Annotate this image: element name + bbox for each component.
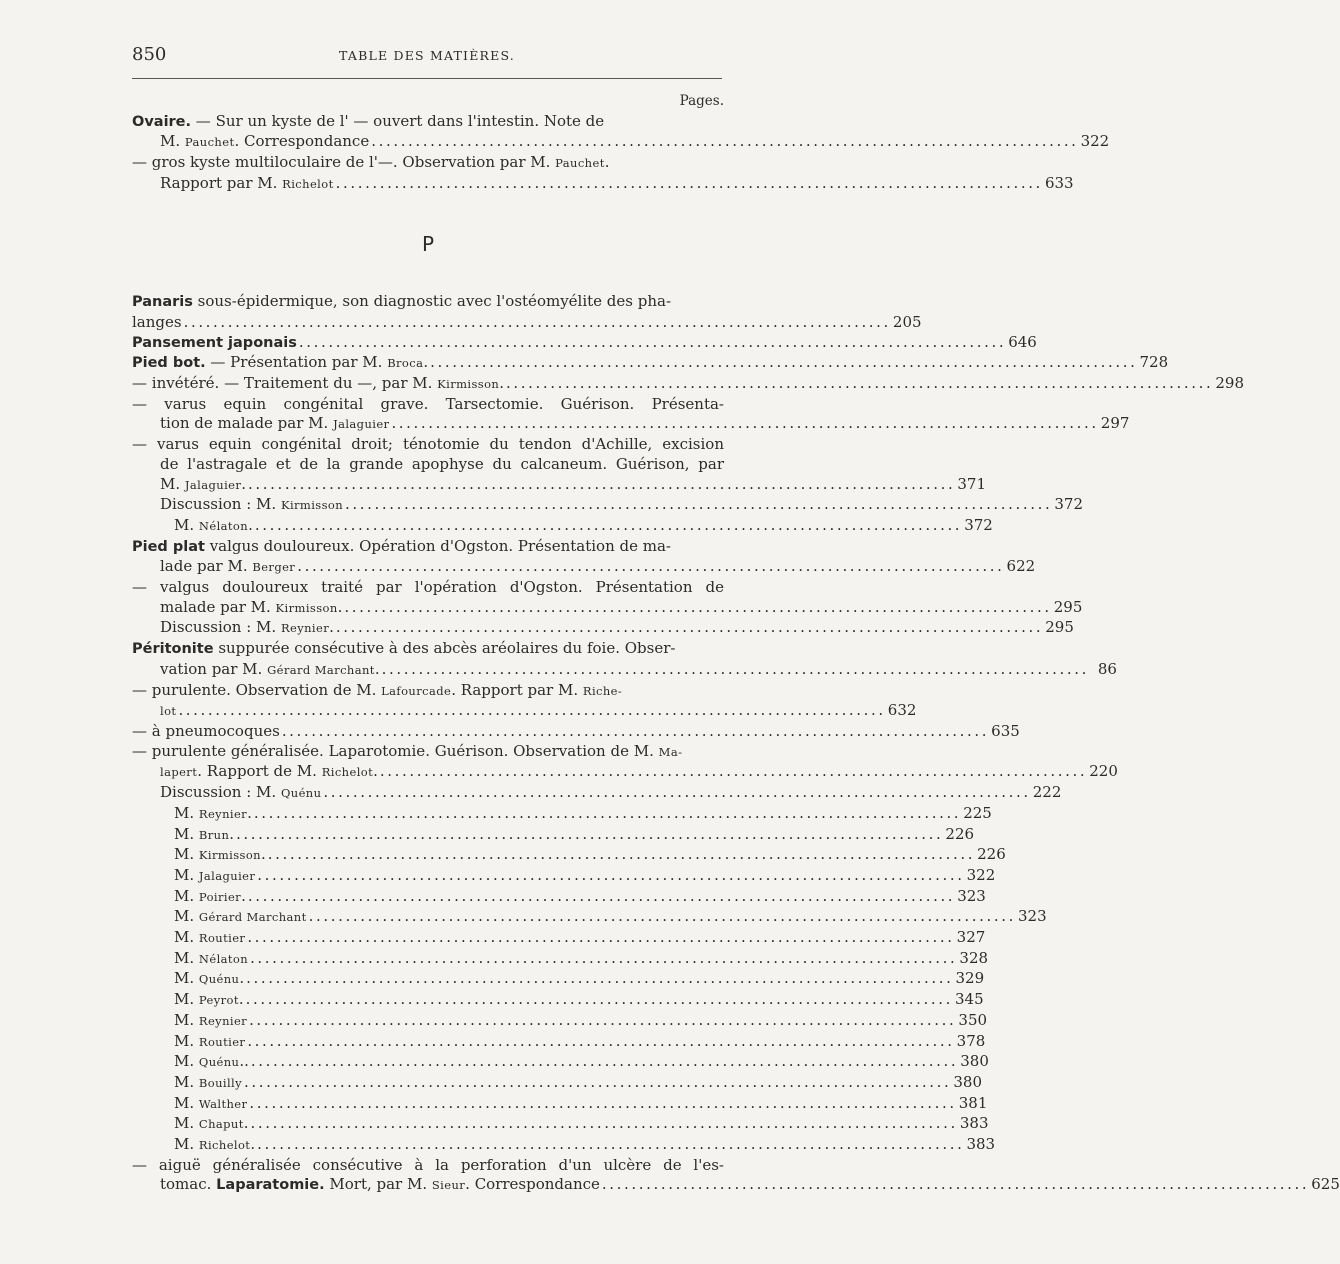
leader-dots: ................................................................................................ [344,597,1052,616]
header-rule [132,78,722,79]
entry-keyword: Ovaire. [132,113,192,130]
entry-keyword: Laparatomie. [216,1177,325,1194]
author-name: Quénu [280,786,322,801]
discussant-row: M. Walther ................................................................................................ 381 [174,1093,988,1112]
page-ref: 328 [959,948,989,967]
leader-dots: ................................................................................................ [249,1093,957,1112]
pages-column-label: Pages. [679,93,724,109]
page-ref: 372 [964,515,993,534]
leader-dots: ................................................................................................ [298,332,1007,351]
entry-line: malade par M. Kirmisson. ................................................................................................ 295 [160,597,1083,616]
page-ref: 220 [1089,762,1118,781]
author-name: Peyrot [198,993,239,1008]
discussant-row: M. Richelot. ................................................................................................ 383 [174,1135,996,1154]
author-name: Poirier [198,889,242,904]
page-ref: 322 [966,865,996,884]
discussant-row: M. Chaput. ................................................................................................ 383 [174,1114,989,1133]
author-name: Kirmisson [198,848,261,863]
discussant-row: M. Jalaguier ................................................................................................ 322 [174,865,996,884]
author-name: Jalaguier [198,868,256,883]
discussant-list [132,803,1047,1156]
page-ref: 226 [945,824,975,843]
page-ref: 345 [955,990,984,1009]
author-name: Richelot [321,765,374,780]
author-name: Jalaguier [333,417,390,432]
entry-pansement [132,332,1037,354]
leader-dots: ................................................................................................ [248,474,956,493]
discussant-row: M. Quénu.. ................................................................................................ 380 [174,1052,989,1071]
page-ref: 350 [958,1010,988,1029]
author-name: lapert [160,765,198,780]
entry-pied-plat: Pied plat valgus douloureux. Opération d'Ogston. Présentation de ma- [132,536,671,555]
author-name: Pauchet [555,156,605,171]
section-letter: P [421,231,435,256]
page-ref: 225 [963,803,992,822]
discussant-row: M. Kirmisson. ................................................................................................ 226 [174,845,1006,864]
page-ref: 383 [959,1114,989,1133]
discussion-line: Discussion : M. Quénu ................................................................................................ 222 [160,783,1062,802]
author-name: Walther [198,1096,248,1111]
author-name: Quénu [198,1055,240,1070]
discussant-row: M. Bouilly ................................................................................................ 380 [174,1072,983,1091]
discussant-row: M. Reynier ................................................................................................ 350 [174,1010,988,1029]
author-name: Routier [198,931,246,946]
entry-line: — à pneumocoques ................................................................................................ 635 [132,721,1020,740]
page-ref: 380 [960,1052,989,1071]
discussant-row: M. Quénu. ................................................................................................ 329 [174,969,985,988]
entry-line [132,701,917,722]
discussant-row: M. Brun. ................................................................................................ 226 [174,824,975,843]
leader-dots: ................................................................................................ [379,762,1088,781]
entry-keyword: Pied plat [132,538,205,555]
leader-dots: ................................................................................................ [246,969,954,988]
entry-ovaire [132,112,724,133]
leader-dots: ................................................................................................ [381,659,1089,678]
leader-dots: ................................................................................................ [254,515,963,534]
author-name: lot [160,704,177,719]
leader-dots: ................................................................................................ [430,353,1138,372]
entry-line: — gros kyste multiloculaire de l'—. Observation par M. Pauchet. [132,153,610,172]
page-ref: 622 [1006,557,1036,576]
entry-line: — purulente. Observation de M. Lafourcade. Rapport par M. Riche- [132,680,623,699]
author-name: Gérard Marchant [267,662,375,677]
page-ref: 222 [1032,783,1062,802]
entry-line: — varus equin congénital grave. Tarsectomie. Guérison. Présenta- [132,394,724,413]
entry-keyword: Pansement japonais [132,334,297,351]
leader-dots: ................................................................................................ [250,1114,958,1133]
page-ref: 86 [1097,659,1117,678]
author-name: Routier [198,1034,246,1049]
page-ref: 226 [977,845,1006,864]
leader-dots: ................................................................................................ [257,865,965,884]
page-ref: 632 [887,701,917,720]
page-ref: 329 [955,969,985,988]
entry-line: M. Pauchet. Correspondance ................................................................................................ 322 [160,132,1110,151]
author-name: Reynier [198,1013,248,1028]
page-ref: 323 [1017,907,1047,926]
author-name: Jalaguier [184,477,242,492]
leader-dots: ................................................................................................ [244,1072,952,1091]
page-ref: 728 [1139,353,1169,372]
leader-dots: ................................................................................................ [250,1052,959,1071]
entry-line: tion de malade par M. Jalaguier ................................................................................................ 297 [160,414,1130,433]
leader-dots: ................................................................................................ [245,990,953,1009]
entry-line: langes ................................................................................................ 205 [132,312,922,331]
leader-dots: ................................................................................................ [257,1135,965,1154]
leader-dots: ................................................................................................ [178,701,886,720]
running-title: TABLE DES MATIÈRES. [339,48,515,63]
leader-dots: ................................................................................................ [267,845,976,864]
entry-keyword: Panaris [132,294,193,311]
entry-line: M. Jalaguier. ................................................................................................ 371 [160,474,987,493]
entry-peritonite: Péritonite suppurée consécutive à des abcès aréolaires du foie. Obser- [132,639,676,658]
discussant-row: M. Gérard Marchant ................................................................................................ 323 [174,907,1047,926]
author-name: Chaput [198,1117,244,1132]
author-name: Sieur [431,1178,466,1193]
author-name: Bouilly [198,1075,243,1090]
discussion-line: Discussion : M. Reynier. ................................................................................................ 295 [160,618,1074,637]
page-ref: 383 [966,1135,996,1154]
discussant-row: M. Reynier. ................................................................................................ 225 [174,803,992,822]
discussion-line: M. Nélaton. ................................................................................................ 372 [174,515,993,534]
entry-keyword: Pied bot. [132,355,206,372]
page-ref: 372 [1054,495,1084,514]
discussant-row: M. Routier ................................................................................................ 378 [174,1031,986,1050]
leader-dots: ................................................................................................ [250,948,958,967]
page-ref: 295 [1045,618,1074,637]
entry-line: — purulente généralisée. Laparotomie. Guérison. Observation de M. Ma- [132,741,683,760]
entry-keyword: Péritonite [132,641,214,658]
author-name: Broca [387,356,424,371]
entry-line: lapert. Rapport de M. Richelot. ................................................................................................ 220 [160,762,1118,781]
page-ref: 646 [1008,332,1037,351]
discussant-row: M. Poirier. ................................................................................................ 323 [174,886,986,905]
leader-dots: ................................................................................................ [183,312,891,331]
leader-dots: ................................................................................................ [281,721,990,740]
author-name: Nélaton [198,951,249,966]
entry-panaris: Panaris sous-épidermique, son diagnostic avec l'ostéomyélite des pha- [132,292,672,311]
author-name: Kirmisson [275,600,338,615]
page-number: 850 [132,44,167,65]
entry-pied-bot: Pied bot. — Présentation par M. Broca. ................................................................................................ 728 [132,353,1169,372]
discussion-line: Discussion : M. Kirmisson ................................................................................................ 372 [160,495,1084,514]
entry-line: lade par M. Berger ................................................................................................ 622 [160,557,1036,576]
leader-dots: ................................................................................................ [335,173,1043,192]
leader-dots: ................................................................................................ [247,886,956,905]
page-ref: 327 [956,928,986,947]
page-ref: 205 [892,312,922,331]
leader-dots: ................................................................................................ [371,132,1079,151]
author-name: Riche- [582,683,623,698]
leader-dots: ................................................................................................ [323,783,1031,802]
leader-dots: ................................................................................................ [345,495,1053,514]
page-ref: 295 [1053,597,1083,616]
entry-line: Rapport par M. Richelot ................................................................................................ 633 [160,173,1074,192]
leader-dots: ................................................................................................ [247,1031,955,1050]
page-header [132,44,722,74]
author-name: Gérard Marchant [198,910,307,925]
author-name: Reynier [280,621,330,636]
entry-line: — invétéré. — Traitement du —, par M. Kirmisson. ................................................................................................ 298 [132,374,1245,393]
entry-line: de l'astragale et de la grande apophyse du calcaneum. Guérison, par [160,454,724,473]
author-name: Brun [198,827,230,842]
page-ref: 371 [957,474,987,493]
page-ref: 625 [1311,1175,1340,1194]
leader-dots: ................................................................................................ [297,557,1005,576]
author-name: Quénu [198,972,240,987]
page-ref: 298 [1215,374,1245,393]
page-ref: 633 [1044,173,1074,192]
discussant-row: M. Peyrot. ................................................................................................ 345 [174,990,984,1009]
leader-dots: ................................................................................................ [253,803,962,822]
author-name: Richelot [198,1138,251,1153]
entry-line: — valgus douloureux traité par l'opération d'Ogston. Présentation de [132,578,724,597]
entry-line: vation par M. Gérard Marchant. ................................................................................................ 86 [160,659,1117,678]
leader-dots: ................................................................................................ [391,414,1099,433]
author-name: Kirmisson [437,377,500,392]
page-ref: 381 [958,1093,988,1112]
page-ref: 297 [1100,414,1130,433]
leader-dots: ................................................................................................ [249,1010,957,1029]
page-ref: 380 [953,1072,983,1091]
discussant-row: M. Routier ................................................................................................ 327 [174,928,986,947]
leader-dots: ................................................................................................ [247,928,955,947]
index-content [132,92,1340,1196]
entry-text: — Sur un kyste de l' — ouvert dans l'intestin. Note de [191,111,605,130]
author-name: Nélaton [198,518,249,533]
author-name: Richelot [282,176,334,191]
discussant-row: M. Nélaton ................................................................................................ 328 [174,948,989,967]
leader-dots: ................................................................................................ [335,618,1044,637]
entry-line: — varus equin congénital droit; ténotomie du tendon d'Achille, excision [132,435,724,454]
page-ref: 378 [956,1031,986,1050]
author-name: Reynier [198,806,248,821]
page-ref: 635 [991,721,1020,740]
leader-dots: ................................................................................................ [601,1175,1310,1194]
entry-line: — aiguë généralisée consécutive à la perforation d'un ulcère de l'es- [132,1155,724,1174]
author-name: Berger [252,560,296,575]
leader-dots: ................................................................................................ [308,907,1016,926]
author-name: Ma- [658,744,683,759]
author-name: Kirmisson [280,498,344,513]
page-ref: 323 [957,886,986,905]
leader-dots: ................................................................................................ [506,374,1214,393]
leader-dots: ................................................................................................ [236,824,944,843]
page-ref: 322 [1080,132,1110,151]
entry-line: tomac. Laparatomie. Mort, par M. Sieur. Correspondance ................................................................................................ 625 [160,1175,1340,1194]
author-name: Pauchet [184,135,235,150]
author-name: Lafourcade [381,683,452,698]
